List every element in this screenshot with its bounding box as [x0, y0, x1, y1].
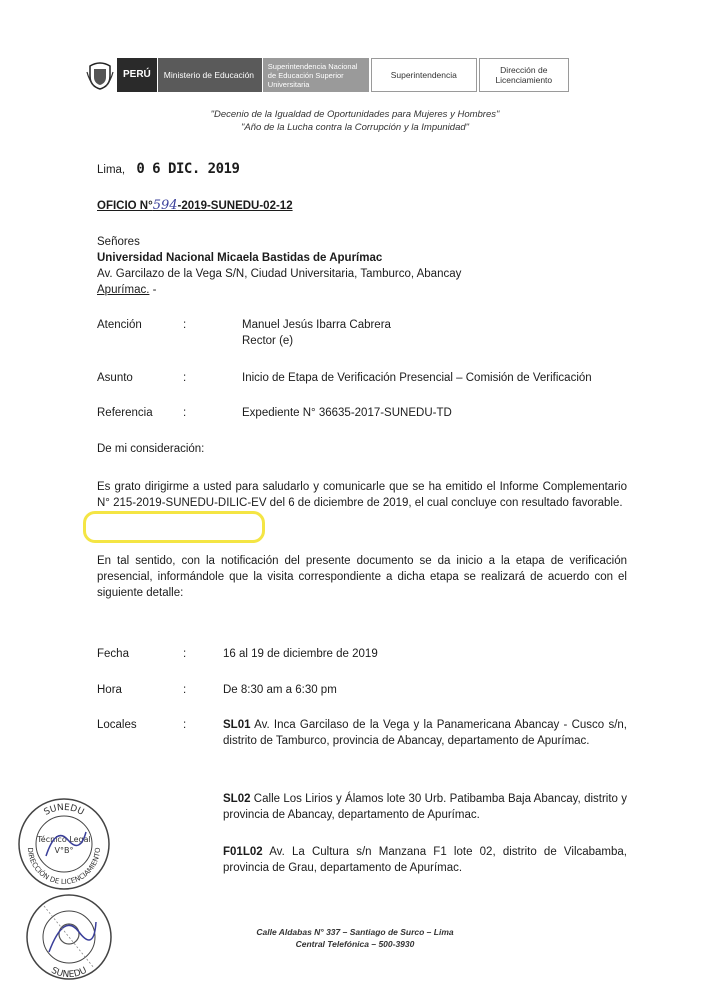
local-sl02-code: SL02 — [223, 793, 251, 805]
reference-colon: : — [183, 407, 187, 419]
subject-value: Inicio de Etapa de Verificación Presencial – Comisión de Verificación — [242, 372, 592, 384]
attention-title: Rector (e) — [242, 335, 294, 347]
motto-line-1: "Decenio de la Igualdad de Oportunidades para Mujeres y Hombres" — [210, 109, 500, 120]
seal2-bottom-text: SUNEDU — [49, 965, 89, 981]
recipient-region-suffix: - — [149, 284, 157, 296]
date-place: Lima, — [97, 164, 126, 176]
oficio-number — [97, 198, 293, 214]
approval-seal-icon — [16, 796, 112, 892]
superintendencia-box: Superintendencia — [371, 58, 477, 92]
paragraph-1: Es grato dirigirme a usted para saludarlo y comunicarle que se ha emitido el Informe Complementario N° 215-2019-SUNEDU-DILIC-EV del 6 de diciembre de 2019, el cual concluye con resultado favorable. — [97, 481, 627, 509]
local-f01l02-code: F01L02 — [223, 846, 263, 858]
date-line — [97, 161, 239, 178]
detail-time-value: De 8:30 am a 6:30 pm — [223, 684, 337, 696]
paragraph-2: En tal sentido, con la notificación del presente documento se da inicio a la etapa de verificación presencial, informándole que la visita correspondiente a dicha etapa se realizará de acuerdo con el siguiente detalle: — [97, 555, 627, 599]
recipient-region: Apurímac. — [97, 284, 150, 296]
recipient-block — [97, 234, 461, 298]
subject-label: Asunto — [97, 372, 133, 384]
salutation: Señores — [97, 236, 140, 248]
highlight-ellipse — [83, 511, 265, 543]
coat-of-arms-icon — [84, 58, 116, 92]
seal1-mid-text: Técnico Legal — [37, 835, 91, 844]
ministry-label: Ministerio de Educación — [157, 58, 262, 92]
seal1-ring-text: DIRECCIÓN DE LICENCIAMIENTO — [25, 847, 103, 887]
detail-date-label: Fecha — [97, 648, 129, 660]
letterhead — [84, 58, 569, 92]
footer-address: Calle Aldabas N° 337 – Santiago de Surco – Lima — [256, 927, 454, 937]
seal1-vb-text: V°B° — [54, 846, 74, 855]
detail-locales-label: Locales — [97, 719, 137, 731]
local-f01l02 — [223, 844, 627, 876]
peru-label: PERÚ — [116, 58, 157, 92]
reference-value: Expediente N° 36635-2017-SUNEDU-TD — [242, 407, 452, 419]
mottos — [0, 108, 710, 134]
direccion-box: Dirección de Licenciamiento — [479, 58, 569, 92]
detail-date-colon: : — [183, 648, 187, 660]
detail-time-label: Hora — [97, 684, 122, 696]
detail-time-colon: : — [183, 684, 187, 696]
local-sl02 — [223, 791, 627, 823]
motto-line-2: "Año de la Lucha contra la Corrupción y la Impunidad" — [240, 122, 470, 133]
local-sl01 — [223, 717, 627, 749]
local-f01l02-text: Av. La Cultura s/n Manzana F1 lote 02, distrito de Vilcabamba, provincia de Grau, departamento de Apurímac. — [223, 846, 627, 874]
superintendencia-full-label: Superintendencia Nacional de Educación Superior Universitaria — [262, 58, 369, 92]
approval-seal — [16, 796, 112, 892]
detail-locales-colon: : — [183, 719, 187, 731]
reference-label: Referencia — [97, 407, 153, 419]
detail-date-value: 16 al 19 de diciembre de 2019 — [223, 648, 378, 660]
greeting: De mi consideración: — [97, 443, 205, 455]
date-stamp: 0 6 DIC. 2019 — [136, 161, 240, 177]
recipient-address: Av. Garcilazo de la Vega S/N, Ciudad Universitaria, Tamburco, Abancay — [97, 268, 462, 280]
attention-colon: : — [183, 319, 187, 331]
attention-name: Manuel Jesús Ibarra Cabrera — [242, 319, 391, 331]
seal1-top-text: SUNEDU — [42, 802, 86, 818]
oficio-handwritten-number: 594 — [152, 198, 178, 213]
footer — [0, 926, 710, 950]
subject-colon: : — [183, 372, 187, 384]
local-sl01-code: SL01 — [223, 719, 251, 731]
oficio-suffix: -2019-SUNEDU-02-12 — [177, 200, 293, 212]
local-sl01-text: Av. Inca Garcilaso de la Vega y la Panamericana Abancay - Cusco s/n, distrito de Tamburco, provincia de Abancay, departamento de Apurímac. — [223, 719, 627, 747]
recipient-region-line — [97, 282, 461, 298]
attention-label: Atención — [97, 319, 142, 331]
local-sl02-text: Calle Los Lirios y Álamos lote 30 Urb. Patibamba Baja Abancay, distrito y provincia de Abancay, departamento de Apurímac. — [223, 793, 627, 821]
oficio-prefix: OFICIO N° — [97, 200, 153, 212]
footer-phone: Central Telefónica – 500-3930 — [295, 939, 415, 949]
svg-text:SUNEDU — [49, 966, 88, 980]
recipient-name: Universidad Nacional Micaela Bastidas de Apurímac — [97, 252, 383, 264]
attention-value — [242, 317, 391, 349]
